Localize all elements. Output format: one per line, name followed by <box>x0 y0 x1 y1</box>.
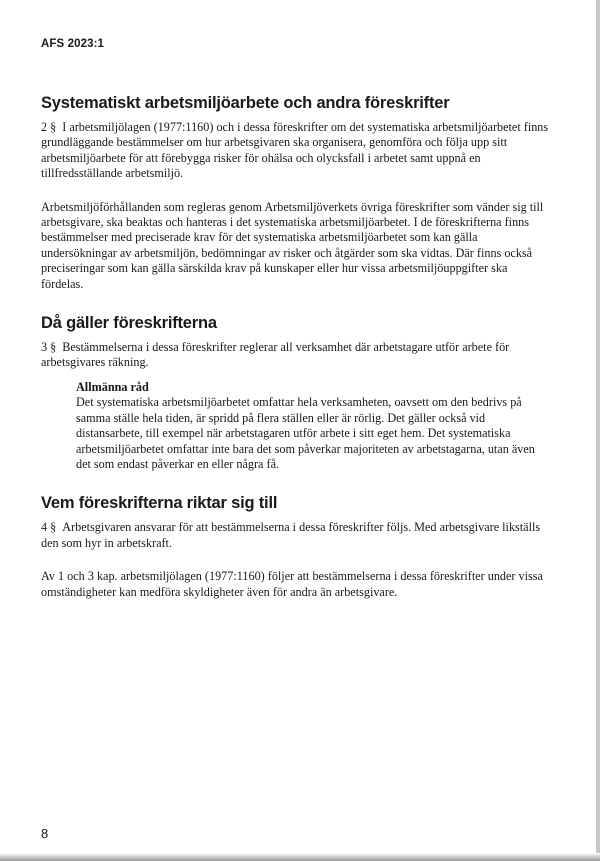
paragraph-2-continued: Arbetsmiljöförhållanden som regleras genom Arbetsmiljöverkets övriga föreskrifter som vänder sig till arbetsgivare, ska beaktas och hanteras i det systematiska arbetsmiljöarbetet. I de föreskrifterna finns bestämmelser med preciserade krav för det systematiska arbetsmiljöarbetet som kan gälla undersökningar av arbetsmiljön, bedömningar av risker och åtgärder som ska vidtas. Där finns också preciseringar som kan gälla särskilda krav på kunskaper eller hur vissa arbetsmiljöuppgifter ska fördelas. <box>41 199 544 291</box>
paragraph-4 <box>41 520 551 551</box>
paragraph-3-text: Bestämmelserna i dessa föreskrifter reglerar all verksamhet där arbetstagare utför arbete för arbetsgivares räkning. <box>41 340 510 370</box>
section-heading-scope: Då gäller föreskrifterna <box>41 314 217 333</box>
section-label-4: 4 § <box>41 520 57 535</box>
general-advice-title: Allmänna råd <box>76 379 149 394</box>
section-label-2: 2 § <box>41 120 57 134</box>
section-label-3: 3 § <box>41 340 57 355</box>
paragraph-4-continued: Av 1 och 3 kap. arbetsmiljölagen (1977:1160) följer att bestämmelserna i dessa föreskrifter under vissa omständigheter kan medföra skyldigheter även för andra än arbetsgivare. <box>41 569 543 599</box>
paragraph-4-text: Arbetsgivaren ansvarar för att bestämmelserna i dessa föreskrifter följs. Med arbetsgivare likställs den som hyr in arbetskraft. <box>41 520 541 550</box>
section-heading-systematic-work: Systematiskt arbetsmiljöarbete och andra föreskrifter <box>41 94 450 112</box>
page-number: 8 <box>41 826 49 841</box>
page-content <box>41 94 551 600</box>
section-heading-audience: Vem föreskrifterna riktar sig till <box>41 494 278 513</box>
paragraph-2-text: I arbetsmiljölagen (1977:1160) och i dessa föreskrifter om det systematiska arbetsmiljöarbetet finns grundläggande bestämmelser om hur arbetsgivaren ska organisera, genomföra och följa upp sitt arbetsmiljöarbete för att förebygga risker för ohälsa och olycksfall i arbetet samt uppnå en tillfredsställande arbetsmiljö. <box>41 120 549 181</box>
paragraph-3 <box>41 340 551 371</box>
page-edge-bottom <box>0 853 600 861</box>
general-advice-block <box>76 380 551 472</box>
document-id: AFS 2023:1 <box>41 38 105 50</box>
general-advice-text: Det systematiska arbetsmiljöarbetet omfattar hela verksamheten, oavsett om den bedrivs på samma ställe hela tiden, är spridd på flera ställen eller är rörlig. Det gäller också vid distansarbete, till exempel när arbetstagaren utför arbete i sitt eget hem. Det systematiska arbetsmiljöarbetet omfattar inte bara det som påverkar majoriteten av arbetstagarna, utan även det som endast påverkar en eller några få. <box>76 395 535 471</box>
page-edge-right <box>596 0 600 861</box>
paragraph-2 <box>41 120 551 182</box>
